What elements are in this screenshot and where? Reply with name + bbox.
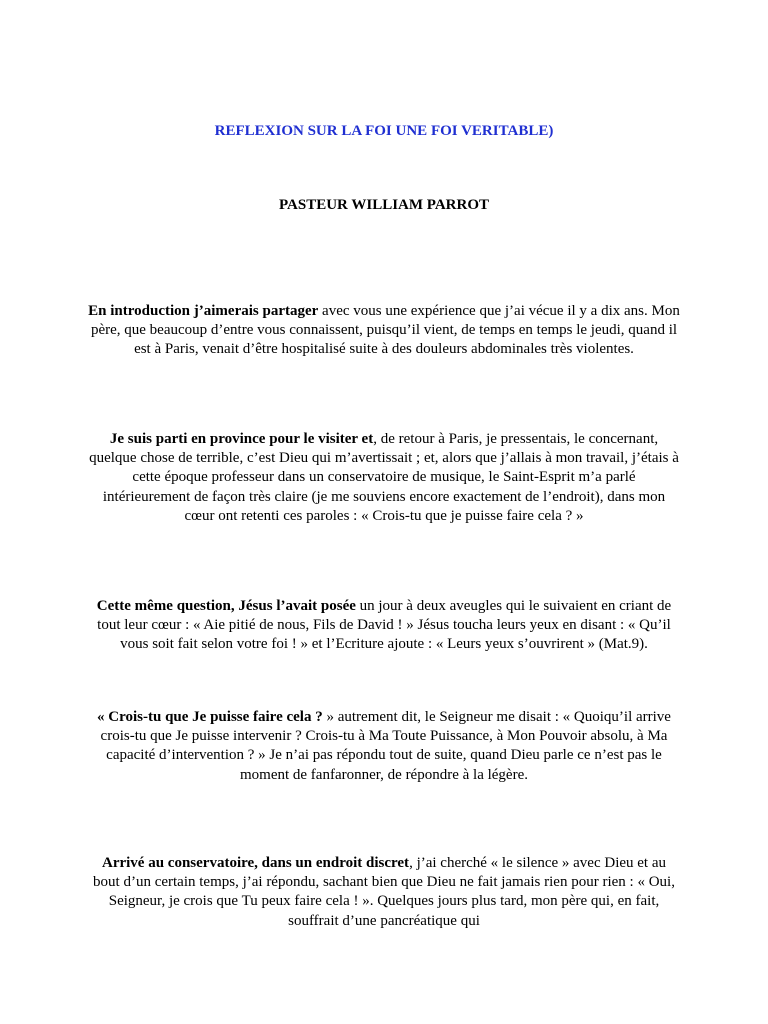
paragraph-body: » autrement dit, le Seigneur me disait : « Quoiqu’il arrive crois-tu que Je puisse intervenir ? Crois-tu à Ma Toute Puissance, à Mon Pouvoir absolu, à Ma capacité d’intervention ? » Je n’ai pas répondu tout de suite, quand Dieu parle ce n’est pas le moment de fanfaronner, de répondre à la légère. [100,709,671,783]
document-author: PASTEUR WILLIAM PARROT [278,197,490,213]
paragraph-introduction [87,302,681,360]
paragraph-lead: En introduction j’aimerais partager [88,303,319,319]
paragraph-body: , de retour à Paris, je pressentais, le concernant, quelque chose de terrible, c’est Dieu qui m’avertissait ; et, alors que j’allais à mon travail, j’étais à cette époque professeur dans un conservatoire de musique, le Saint-Esprit m’a parlé intérieurement de façon très claire (je me souviens encore exactement de l’endroit), dans mon cœur ont retenti ces paroles : « Crois-tu que je puisse faire cela ? » [89,431,679,524]
paragraph-body: avec vous une expérience que j’ai vécue il y a dix ans. Mon père, que beaucoup d’entre vous connaissent, puisqu’il vient, de temps en temps le jeudi, quand il est à Paris, venait d’être hospitalisé suite à des douleurs abdominales très violentes. [90,303,680,358]
paragraph-conservatory [87,854,681,931]
document-title: REFLEXION SUR LA FOI UNE FOI VERITABLE) [214,123,554,139]
paragraph-lead: Arrivé au conservatoire, dans un endroit discret [101,855,410,871]
paragraph-lead: Je suis parti en province pour le visiter et [109,431,374,447]
paragraph-believe [87,708,681,785]
paragraph-body: un jour à deux aveugles qui le suivaient en criant de tout leur cœur : « Aie pitié de nous, Fils de David ! » Jésus toucha leurs yeux en disant : « Qu’il vous soit fait selon votre foi ! » et l’Ecriture ajoute : « Leurs yeux s’ouvrirent » (Mat.9). [97,598,672,653]
paragraph-lead: Cette même question, Jésus l’avait posée [96,598,356,614]
paragraph-body: , j’ai cherché « le silence » avec Dieu et au bout d’un certain temps, j’ai répondu, sachant bien que Dieu ne fait jamais rien pour rien : « Oui, Seigneur, je crois que Tu peux faire cela ! ». Quelques jours plus tard, mon père qui, en fait, souffrait d’une pancréatique qui [93,855,675,929]
paragraph-question [87,597,681,655]
paragraph-lead: « Crois-tu que Je puisse faire cela ? [97,709,323,725]
paragraph-visit [87,430,681,526]
